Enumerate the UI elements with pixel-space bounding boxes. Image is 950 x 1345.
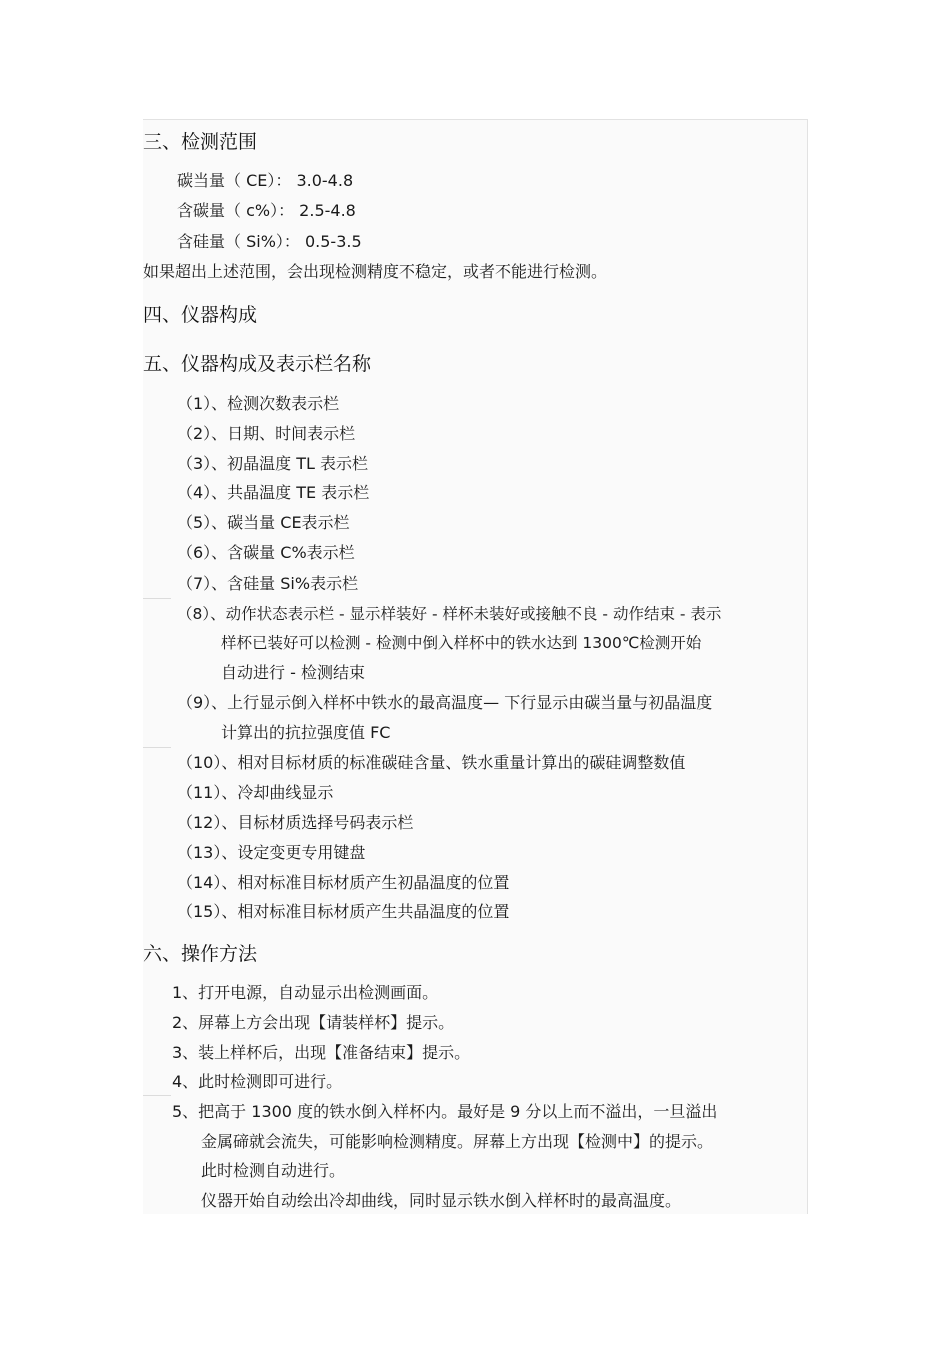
step-item-continuation: 金属碲就会流失，可能影响检测精度。屏幕上方出现【检测中】的提示。 <box>201 1132 714 1151</box>
section-3-title: 三、检测范围 <box>143 131 258 153</box>
list-item: （2）、日期、时间表示栏 <box>177 424 356 443</box>
list-item: （13）、设定变更专用键盘 <box>177 843 366 862</box>
list-item: （12）、目标材质选择号码表示栏 <box>177 813 414 832</box>
list-item: （9）、上行显示倒入样杯中铁水的最高温度— 下行显示由碳当量与初晶温度 <box>177 693 713 712</box>
range-c: 含碳量（ c%）： 2.5-4.8 <box>177 201 356 220</box>
page-edge-line <box>143 598 171 599</box>
page-edge-line <box>143 1095 171 1096</box>
list-item: （10）、相对目标材质的标准碳硅含量、铁水重量计算出的碳硅调整数值 <box>177 753 686 772</box>
list-item-continuation: 自动进行 - 检测结束 <box>221 663 365 682</box>
list-item: （15）、相对标准目标材质产生共晶温度的位置 <box>177 902 510 921</box>
step-item-continuation: 此时检测自动进行。 <box>201 1161 346 1180</box>
range-note: 如果超出上述范围，会出现检测精度不稳定，或者不能进行检测。 <box>143 262 608 281</box>
list-item-continuation: 样杯已装好可以检测 - 检测中倒入样杯中的铁水达到 1300℃检测开始 <box>221 634 702 652</box>
list-item: （11）、冷却曲线显示 <box>177 783 334 802</box>
step-item: 5、把高于 1300 度的铁水倒入样杯内。最好是 9 分以上而不溢出，一旦溢出 <box>172 1102 718 1121</box>
list-item: （3）、初晶温度 TL 表示栏 <box>177 454 369 473</box>
section-6-title: 六、操作方法 <box>143 943 258 965</box>
list-item: （5）、碳当量 CE表示栏 <box>177 513 350 532</box>
section-4-title: 四、仪器构成 <box>143 304 258 326</box>
list-item-continuation: 计算出的抗拉强度值 FC <box>221 723 391 742</box>
page-edge-line <box>143 747 171 748</box>
list-item: （4）、共晶温度 TE 表示栏 <box>177 483 370 502</box>
list-item: （1）、检测次数表示栏 <box>177 394 340 413</box>
step-item: 2、屏幕上方会出现【请装样杯】提示。 <box>172 1013 455 1032</box>
list-item: （14）、相对标准目标材质产生初晶温度的位置 <box>177 873 510 892</box>
section-5-title: 五、仪器构成及表示栏名称 <box>143 353 372 375</box>
step-item: 1、打开电源，自动显示出检测画面。 <box>172 983 439 1002</box>
list-item: （6）、含碳量 C%表示栏 <box>177 543 355 562</box>
list-item: （8）、动作状态表示栏 - 显示样装好 - 样杯未装好或接触不良 - 动作结束 - 表示 <box>177 605 722 623</box>
range-ce: 碳当量（ CE）： 3.0-4.8 <box>177 171 354 190</box>
list-item: （7）、含硅量 Si%表示栏 <box>177 574 359 593</box>
range-si: 含硅量（ Si%）： 0.5-3.5 <box>177 232 362 251</box>
step-item: 4、此时检测即可进行。 <box>172 1072 343 1091</box>
step-item: 3、装上样杯后，出现【准备结束】提示。 <box>172 1043 471 1062</box>
step-item-continuation: 仪器开始自动绘出冷却曲线，同时显示铁水倒入样杯时的最高温度。 <box>201 1191 682 1210</box>
